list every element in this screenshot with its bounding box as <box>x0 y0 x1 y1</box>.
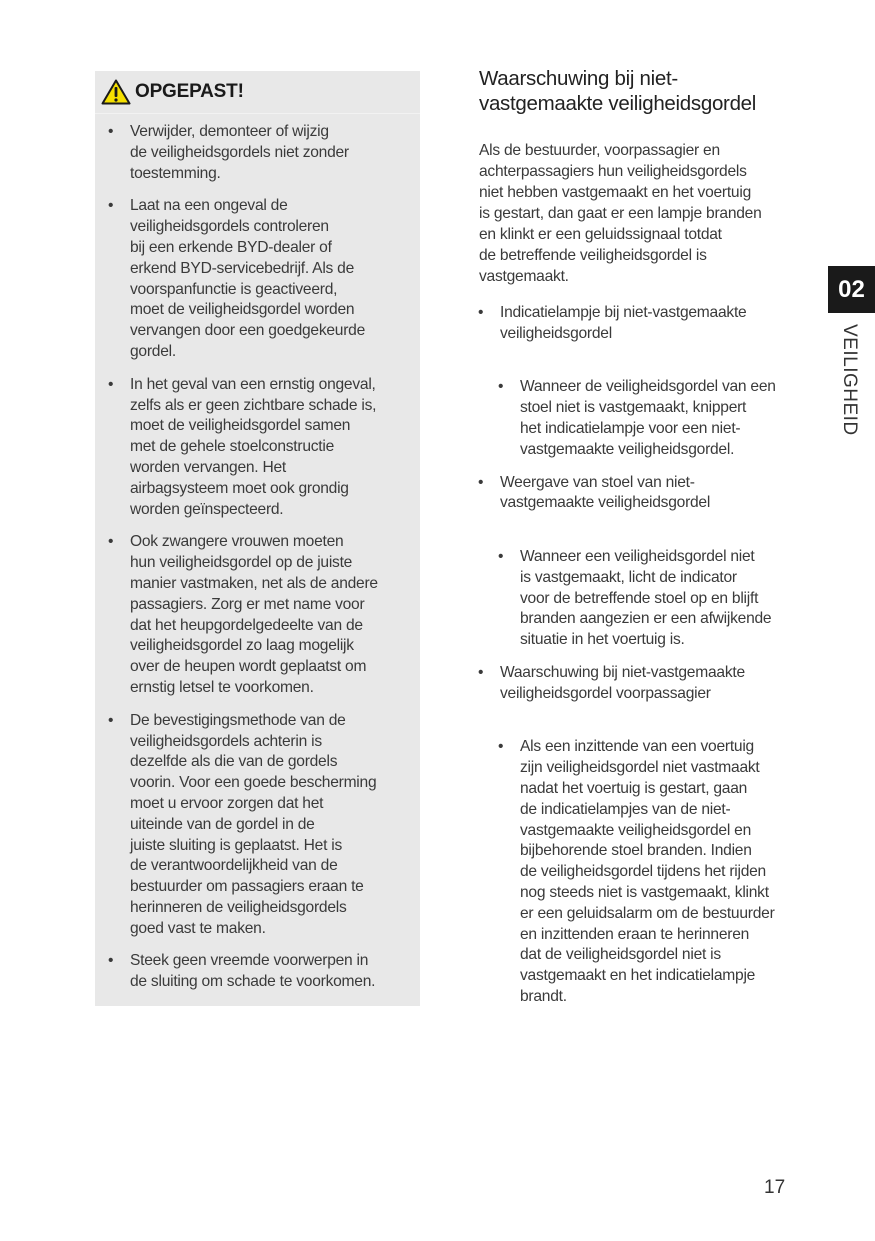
section-item-label: Indicatielampje bij niet-vastgemaakte veiligheidsgordel <box>500 304 747 342</box>
bullet: • <box>478 473 484 491</box>
bullet: • <box>108 952 114 970</box>
warning-list <box>108 122 378 1005</box>
warning-item <box>108 122 378 184</box>
section-content <box>479 66 809 1020</box>
section-item <box>478 663 809 1008</box>
warning-item-text: Laat na een ongeval de veiligheidsgordels controleren bij een erkende BYD-dealer of erkend BYD-servicebedrijf. Als de voorspanfunctie is geactiveerd, moet de veiligheidsgordel worden vervangen door een goedgekeurde gordel. <box>130 197 366 360</box>
warning-item-text: In het geval van een ernstig ongeval, zelfs als er geen zichtbare schade is, moet de veiligheidsgordel samen met de gehele stoelconstructie worden vervangen. Het airbagsysteem moet ook grondig worden geïnspecteerd. <box>130 375 377 518</box>
warning-item <box>108 375 378 521</box>
section-subitem <box>498 377 809 460</box>
chapter-tab: 02 <box>828 266 875 313</box>
warning-item-text: Verwijder, demonteer of wijzig de veiligheidsgordels niet zonder toestemming. <box>130 123 349 182</box>
section-subitem-text: Wanneer een veiligheidsgordel niet is vastgemaakt, licht de indicator voor de betreffende stoel op en blijft branden aangezien er een afwijkende situatie in het voertuig is. <box>520 547 772 649</box>
page-number: 17 <box>764 1177 786 1198</box>
bullet: • <box>478 304 484 321</box>
section-list <box>478 303 809 1008</box>
warning-header <box>95 71 420 114</box>
warning-item-text: De bevestigingsmethode van de veiligheidsgordels achterin is dezelfde als die van de gordels voorin. Voor een goede bescherming moet u ervoor zorgen dat het uiteinde van de gordel in de juiste sluiting is geplaatst. Het is de verantwoordelijkheid van de bestuurder om passagiers eraan te herinneren de veiligheidsgordels goed vast te maken. <box>130 711 377 937</box>
warning-item-text: Steek geen vreemde voorwerpen in de sluiting om schade te voorkomen. <box>130 952 376 991</box>
section-item <box>478 303 809 461</box>
warning-item <box>108 711 378 940</box>
section-subitem <box>498 547 809 651</box>
section-item-label: Waarschuwing bij niet-vastgemaakte veiligheidsgordel voorpassagier <box>500 663 745 702</box>
warning-item <box>108 532 378 698</box>
bullet: • <box>108 197 114 215</box>
chapter-label: VEILIGHEID <box>839 324 860 436</box>
warning-item <box>108 196 378 362</box>
section-intro: Als de bestuurder, voorpassagier en achterpassagiers hun veiligheidsgordels niet hebben vastgemaakt en het voertuig is gestart, dan gaat er een lampje branden en klinkt er een geluidssignaal totdat de betreffende veiligheidsgordel is vastgemaakt. <box>479 142 762 285</box>
bullet: • <box>498 547 504 565</box>
bullet: • <box>478 663 484 681</box>
section-item <box>478 473 809 651</box>
section-title: Waarschuwing bij niet- vastgemaakte veiligheidsgordel <box>479 67 757 115</box>
warning-box <box>95 71 420 1006</box>
section-subitem-text: Wanneer de veiligheidsgordel van een stoel niet is vastgemaakt, knippert het indicatielampje voor een niet- vastgemaakte veiligheidsgordel. <box>520 378 776 458</box>
bullet: • <box>498 378 504 396</box>
bullet: • <box>108 533 114 551</box>
section-subitem <box>498 737 809 1007</box>
warning-triangle-icon <box>101 79 131 105</box>
bullet: • <box>498 738 504 756</box>
warning-title: OPGEPAST! <box>135 81 244 102</box>
bullet: • <box>108 711 114 729</box>
warning-item-text: Ook zwangere vrouwen moeten hun veiligheidsgordel op de juiste manier vastmaken, net als de andere passagiers. Zorg er met name voor dat het heupgordelgedeelte van de veiligheidsgordel zo laag mogelijk over de heupen wordt geplaatst om ernstig letsel te voorkomen. <box>130 533 378 696</box>
section-item-label: Weergave van stoel van niet- vastgemaakte veiligheidsgordel <box>500 473 711 512</box>
bullet: • <box>108 123 114 140</box>
warning-item <box>108 951 378 993</box>
section-subitem-text: Als een inzittende van een voertuig zijn veiligheidsgordel niet vastmaakt nadat het voertuig is gestart, gaan de indicatielampjes van de niet- vastgemaakte veiligheidsgordel en bijbehorende stoel branden. Indien de veiligheidsgordel tijdens het rijden nog steeds niet is vastgemaakt, klinkt er een geluidsalarm om de bestuurder en inzittenden eraan te herinneren dat de veiligheidsgordel niet is vastgemaakt en het indicatielampje brandt. <box>520 738 775 1005</box>
bullet: • <box>108 375 114 393</box>
